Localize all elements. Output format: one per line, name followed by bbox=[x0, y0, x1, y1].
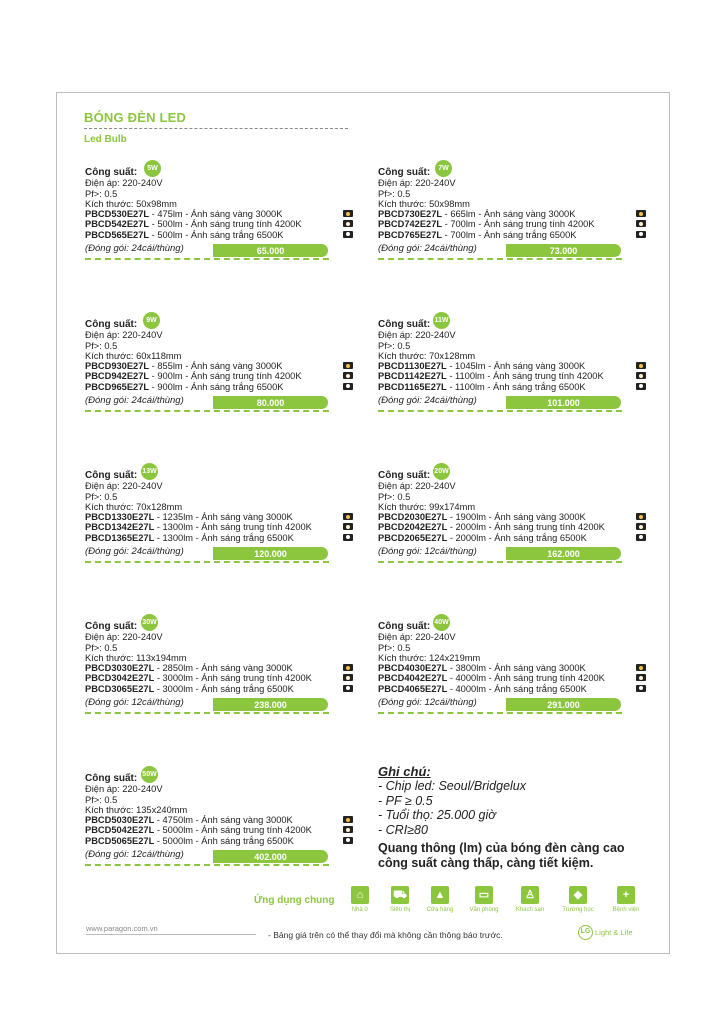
voltage: Điện áp: 220-240V bbox=[85, 330, 163, 341]
applications-label: Ứng dụng chung bbox=[254, 895, 335, 906]
light-color-dot bbox=[346, 666, 350, 670]
light-color-dot bbox=[639, 686, 643, 690]
light-color-icon bbox=[636, 231, 646, 238]
wattage-badge: 5W bbox=[144, 160, 161, 177]
dimensions: Kích thước: 70x128mm bbox=[85, 501, 183, 512]
power-factor: Pf>: 0.5 bbox=[85, 491, 118, 502]
variant-description: - 500lm - Ánh sáng trung tính 4200K bbox=[149, 219, 302, 230]
application-item bbox=[380, 886, 420, 913]
variant-sku: PBCD2042E27L bbox=[378, 522, 448, 533]
variant-row bbox=[85, 825, 355, 835]
variant-description: - 500lm - Ánh sáng trắng 6500K bbox=[149, 229, 284, 240]
variant-row bbox=[85, 371, 355, 381]
packaging-row bbox=[85, 546, 355, 562]
voltage: Điện áp: 220-240V bbox=[85, 632, 163, 643]
variant-description: - 1300lm - Ánh sáng trung tính 4200K bbox=[154, 522, 312, 533]
voltage: Điện áp: 220-240V bbox=[378, 632, 456, 643]
variant-sku: PBCD5065E27L bbox=[85, 835, 155, 846]
shoe-icon: ▲ bbox=[431, 886, 449, 904]
product-card bbox=[85, 469, 355, 562]
light-color-icon bbox=[636, 383, 646, 390]
power-factor: Pf>: 0.5 bbox=[378, 340, 411, 351]
product-card bbox=[85, 620, 355, 713]
light-color-dot bbox=[639, 232, 643, 236]
packaging-info: (Đóng gói: 24cái/thùng) bbox=[85, 546, 184, 558]
variant-row bbox=[378, 230, 648, 240]
wattage-badge: 20W bbox=[433, 463, 450, 480]
light-color-dot bbox=[639, 374, 643, 378]
light-color-dot bbox=[346, 232, 350, 236]
light-color-icon bbox=[343, 210, 353, 217]
light-color-icon bbox=[343, 383, 353, 390]
light-color-icon bbox=[636, 664, 646, 671]
variant-description: - 475lm - Ánh sáng vàng 3000K bbox=[149, 209, 283, 220]
variant-description: - 700lm - Ánh sáng trắng 6500K bbox=[442, 229, 577, 240]
packaging-info: (Đóng gói: 12cái/thùng) bbox=[378, 546, 477, 558]
application-item bbox=[340, 886, 380, 913]
light-color-dot bbox=[346, 686, 350, 690]
light-color-icon bbox=[636, 210, 646, 217]
variant-row bbox=[378, 371, 648, 381]
price-tag: 80.000 bbox=[213, 396, 328, 409]
variant-row bbox=[85, 382, 355, 392]
variant-sku: PBCD2030E27L bbox=[378, 512, 448, 523]
variant-description: - 5000lm - Ánh sáng trung tính 4200K bbox=[154, 825, 312, 836]
power-factor: Pf>: 0.5 bbox=[85, 642, 118, 653]
variant-description: - 4000lm - Ánh sáng trắng 6500K bbox=[447, 683, 587, 694]
application-label: Nhà ở bbox=[351, 907, 369, 913]
packaging-info: (Đóng gói: 24cái/thùng) bbox=[85, 243, 184, 255]
variant-sku: PBCD930E27L bbox=[85, 361, 150, 372]
dimensions: Kích thước: 50x98mm bbox=[85, 198, 177, 209]
wattage-badge: 7W bbox=[435, 160, 452, 177]
voltage: Điện áp: 220-240V bbox=[85, 178, 163, 189]
wattage-badge: 11W bbox=[433, 312, 450, 329]
price-divider bbox=[85, 258, 329, 260]
power-label: Công suất: bbox=[378, 470, 431, 481]
wattage-badge: 13W bbox=[141, 463, 158, 480]
light-color-icon bbox=[343, 837, 353, 844]
variant-description: - 3000lm - Ánh sáng trắng 6500K bbox=[154, 683, 294, 694]
price-divider bbox=[85, 561, 329, 563]
application-label: Trường học bbox=[562, 907, 594, 913]
application-label: Siêu thị bbox=[389, 907, 410, 913]
price-tag: 101.000 bbox=[506, 396, 621, 409]
variant-row bbox=[378, 673, 648, 683]
variant-row bbox=[85, 522, 355, 532]
price-tag: 291.000 bbox=[506, 698, 621, 711]
light-color-icon bbox=[636, 513, 646, 520]
variant-sku: PBCD5030E27L bbox=[85, 815, 155, 826]
voltage: Điện áp: 220-240V bbox=[378, 330, 456, 341]
website-link[interactable]: www.paragon.com.vn bbox=[86, 924, 158, 933]
variant-sku: PBCD1342E27L bbox=[85, 522, 155, 533]
light-color-dot bbox=[346, 818, 350, 822]
price-tag: 120.000 bbox=[213, 547, 328, 560]
note-item: - Tuổi thọ: 25.000 giờ bbox=[378, 808, 496, 822]
power-label: Công suất: bbox=[85, 773, 138, 784]
variant-description: - 1100lm - Ánh sáng trắng 6500K bbox=[446, 381, 586, 392]
light-color-dot bbox=[639, 676, 643, 680]
variant-row bbox=[378, 382, 648, 392]
product-card bbox=[85, 318, 355, 411]
variant-sku: PBCD565E27L bbox=[85, 229, 150, 240]
packaging-row bbox=[378, 697, 648, 713]
light-color-icon bbox=[636, 362, 646, 369]
light-color-icon bbox=[343, 220, 353, 227]
power-factor: Pf>: 0.5 bbox=[85, 188, 118, 199]
variant-description: - 1300lm - Ánh sáng trắng 6500K bbox=[154, 532, 294, 543]
variant-description: - 2000lm - Ánh sáng trung tính 4200K bbox=[447, 522, 605, 533]
light-color-dot bbox=[639, 384, 643, 388]
price-tag: 162.000 bbox=[506, 547, 621, 560]
application-item bbox=[606, 886, 646, 913]
light-color-icon bbox=[636, 372, 646, 379]
variant-sku: PBCD1165E27L bbox=[378, 381, 447, 392]
variant-sku: PBCD4065E27L bbox=[378, 683, 448, 694]
variant-row bbox=[378, 209, 648, 219]
light-color-icon bbox=[343, 664, 353, 671]
light-color-dot bbox=[346, 364, 350, 368]
light-color-dot bbox=[639, 212, 643, 216]
power-label: Công suất: bbox=[378, 167, 431, 178]
computer-icon: ▭ bbox=[475, 886, 493, 904]
variant-sku: PBCD2065E27L bbox=[378, 532, 448, 543]
variant-sku: PBCD542E27L bbox=[85, 219, 150, 230]
light-color-dot bbox=[639, 666, 643, 670]
variant-description: - 700lm - Ánh sáng trung tính 4200K bbox=[442, 219, 595, 230]
light-color-dot bbox=[346, 374, 350, 378]
dimensions: Kích thước: 60x118mm bbox=[85, 350, 182, 361]
application-label: Khách sạn bbox=[515, 907, 545, 913]
packaging-row bbox=[85, 697, 355, 713]
logo-text: Light & Life bbox=[595, 928, 633, 937]
variant-row bbox=[85, 663, 355, 673]
variant-description: - 5000lm - Ánh sáng trắng 6500K bbox=[154, 835, 294, 846]
light-color-icon bbox=[343, 534, 353, 541]
product-card bbox=[378, 620, 648, 713]
light-color-dot bbox=[639, 515, 643, 519]
packaging-row bbox=[378, 546, 648, 562]
variant-row bbox=[378, 522, 648, 532]
variant-sku: PBCD3030E27L bbox=[85, 663, 155, 674]
variant-sku: PBCD1330E27L bbox=[85, 512, 155, 523]
note-highlight bbox=[378, 841, 648, 871]
packaging-row bbox=[85, 849, 355, 865]
cart-icon: ⛟ bbox=[391, 886, 409, 904]
light-color-dot bbox=[346, 828, 350, 832]
dimensions: Kích thước: 50x98mm bbox=[378, 198, 470, 209]
price-divider bbox=[378, 561, 622, 563]
light-color-icon bbox=[343, 674, 353, 681]
power-factor: Pf>: 0.5 bbox=[378, 188, 411, 199]
light-color-icon bbox=[343, 826, 353, 833]
wattage-badge: 30W bbox=[141, 614, 158, 631]
packaging-info: (Đóng gói: 12cái/thùng) bbox=[85, 849, 184, 861]
dimensions: Kích thước: 99x174mm bbox=[378, 501, 476, 512]
variant-sku: PBCD765E27L bbox=[378, 229, 443, 240]
power-label: Công suất: bbox=[85, 621, 138, 632]
light-color-icon bbox=[636, 220, 646, 227]
light-color-icon bbox=[343, 685, 353, 692]
product-card bbox=[85, 166, 355, 259]
light-color-icon bbox=[343, 231, 353, 238]
variant-row bbox=[85, 684, 355, 694]
variant-description: - 855lm - Ánh sáng vàng 3000K bbox=[149, 361, 283, 372]
variant-row bbox=[378, 663, 648, 673]
power-label: Công suất: bbox=[85, 319, 138, 330]
light-color-icon bbox=[343, 372, 353, 379]
application-item bbox=[464, 886, 504, 913]
dimensions: Kích thước: 135x240mm bbox=[85, 804, 188, 815]
price-tag: 238.000 bbox=[213, 698, 328, 711]
variant-row bbox=[85, 361, 355, 371]
light-color-dot bbox=[346, 212, 350, 216]
price-divider bbox=[378, 410, 622, 412]
light-color-icon bbox=[636, 523, 646, 530]
variant-row bbox=[85, 533, 355, 543]
price-disclaimer: - Bảng giá trên có thể thay đổi mà không cần thông báo trước. bbox=[268, 930, 503, 940]
variant-description: - 900lm - Ánh sáng trung tính 4200K bbox=[149, 371, 302, 382]
light-color-dot bbox=[639, 222, 643, 226]
product-card bbox=[378, 166, 648, 259]
power-factor: Pf>: 0.5 bbox=[378, 642, 411, 653]
variant-sku: PBCD1365E27L bbox=[85, 532, 155, 543]
variant-sku: PBCD4030E27L bbox=[378, 663, 448, 674]
price-divider bbox=[378, 258, 622, 260]
title-divider bbox=[84, 128, 348, 129]
variant-row bbox=[85, 230, 355, 240]
price-divider bbox=[378, 712, 622, 714]
variant-description: - 4000lm - Ánh sáng trung tính 4200K bbox=[447, 673, 605, 684]
note-highlight-line: Quang thông (lm) của bóng đèn càng cao bbox=[378, 841, 625, 855]
variant-sku: PBCD742E27L bbox=[378, 219, 443, 230]
page-title: BÓNG ĐÈN LED bbox=[84, 110, 187, 125]
note-item: - CRI≥80 bbox=[378, 822, 428, 837]
variant-sku: PBCD942E27L bbox=[85, 371, 150, 382]
application-label: Cửa hàng bbox=[426, 907, 454, 913]
variant-sku: PBCD5042E27L bbox=[85, 825, 155, 836]
note-highlight-line: công suất càng thấp, càng tiết kiệm. bbox=[378, 856, 594, 870]
light-color-icon bbox=[636, 685, 646, 692]
variant-description: - 1900lm - Ánh sáng vàng 3000K bbox=[447, 512, 586, 523]
packaging-row bbox=[378, 243, 648, 259]
variant-sku: PBCD3042E27L bbox=[85, 673, 155, 684]
variant-description: - 1100lm - Ánh sáng trung tính 4200K bbox=[446, 371, 604, 382]
light-color-icon bbox=[343, 816, 353, 823]
variant-sku: PBCD4042E27L bbox=[378, 673, 448, 684]
light-color-dot bbox=[346, 384, 350, 388]
page-subtitle: Led Bulb bbox=[84, 134, 127, 145]
brand-logo bbox=[578, 925, 648, 941]
power-label: Công suất: bbox=[378, 621, 431, 632]
variant-row bbox=[85, 219, 355, 229]
variant-sku: PBCD530E27L bbox=[85, 209, 150, 220]
variant-description: - 3000lm - Ánh sáng trung tính 4200K bbox=[154, 673, 312, 684]
light-color-dot bbox=[346, 222, 350, 226]
price-divider bbox=[85, 864, 329, 866]
house-icon: ⌂ bbox=[351, 886, 369, 904]
logo-mark: LG bbox=[578, 925, 593, 940]
dimensions: Kích thước: 124x219mm bbox=[378, 652, 481, 663]
light-color-dot bbox=[346, 515, 350, 519]
variant-row bbox=[378, 684, 648, 694]
voltage: Điện áp: 220-240V bbox=[85, 481, 163, 492]
variant-sku: PBCD730E27L bbox=[378, 209, 443, 220]
wattage-badge: 40W bbox=[433, 614, 450, 631]
light-color-icon bbox=[343, 513, 353, 520]
variant-description: - 3800lm - Ánh sáng vàng 3000K bbox=[447, 663, 586, 674]
packaging-info: (Đóng gói: 12cái/thùng) bbox=[85, 697, 184, 709]
cross-icon: + bbox=[617, 886, 635, 904]
note-item: - PF ≥ 0.5 bbox=[378, 793, 433, 808]
application-label: Văn phòng bbox=[469, 907, 499, 913]
voltage: Điện áp: 220-240V bbox=[85, 784, 163, 795]
application-item bbox=[420, 886, 460, 913]
variant-row bbox=[378, 512, 648, 522]
light-color-dot bbox=[346, 838, 350, 842]
light-color-dot bbox=[346, 525, 350, 529]
variant-row bbox=[85, 815, 355, 825]
packaging-info: (Đóng gói: 24cái/thùng) bbox=[85, 395, 184, 407]
product-card bbox=[85, 772, 355, 865]
variant-row bbox=[378, 361, 648, 371]
footer-divider bbox=[86, 934, 256, 935]
packaging-info: (Đóng gói: 24cái/thùng) bbox=[378, 243, 477, 255]
wattage-badge: 9W bbox=[143, 312, 160, 329]
variant-description: - 1235lm - Ánh sáng vàng 3000K bbox=[154, 512, 293, 523]
price-divider bbox=[85, 712, 329, 714]
variant-description: - 2000lm - Ánh sáng trắng 6500K bbox=[447, 532, 587, 543]
application-item bbox=[558, 886, 598, 913]
dimensions: Kích thước: 70x128mm bbox=[378, 350, 476, 361]
variant-sku: PBCD1130E27L bbox=[378, 361, 447, 372]
graduation-cap-icon: ◆ bbox=[569, 886, 587, 904]
wattage-badge: 50W bbox=[141, 766, 158, 783]
price-tag: 73.000 bbox=[506, 244, 621, 257]
product-card bbox=[378, 318, 648, 411]
light-color-dot bbox=[346, 535, 350, 539]
variant-description: - 1045lm - Ánh sáng vàng 3000K bbox=[446, 361, 586, 372]
light-color-icon bbox=[343, 523, 353, 530]
voltage: Điện áp: 220-240V bbox=[378, 481, 456, 492]
variant-sku: PBCD1142E27L bbox=[378, 371, 447, 382]
light-color-icon bbox=[636, 674, 646, 681]
price-divider bbox=[85, 410, 329, 412]
packaging-info: (Đóng gói: 24cái/thùng) bbox=[378, 395, 477, 407]
variant-description: - 665lm - Ánh sáng vàng 3000K bbox=[442, 209, 576, 220]
packaging-row bbox=[85, 243, 355, 259]
packaging-info: (Đóng gói: 12cái/thùng) bbox=[378, 697, 477, 709]
variant-row bbox=[85, 512, 355, 522]
applications-list bbox=[346, 886, 646, 918]
variant-sku: PBCD965E27L bbox=[85, 381, 150, 392]
dimensions: Kích thước: 113x194mm bbox=[85, 652, 187, 663]
light-color-dot bbox=[639, 525, 643, 529]
variant-row bbox=[378, 533, 648, 543]
power-factor: Pf>: 0.5 bbox=[85, 794, 118, 805]
power-factor: Pf>: 0.5 bbox=[85, 340, 118, 351]
power-label: Công suất: bbox=[378, 319, 431, 330]
note-item: - Chip led: Seoul/Bridgelux bbox=[378, 779, 526, 793]
packaging-row bbox=[378, 395, 648, 411]
variant-description: - 4750lm - Ánh sáng vàng 3000K bbox=[154, 815, 293, 826]
variant-description: - 2850lm - Ánh sáng vàng 3000K bbox=[154, 663, 293, 674]
light-color-dot bbox=[346, 676, 350, 680]
light-color-icon bbox=[343, 362, 353, 369]
product-card bbox=[378, 469, 648, 562]
variant-row bbox=[85, 836, 355, 846]
bellboy-icon: ♙ bbox=[521, 886, 539, 904]
price-tag: 65.000 bbox=[213, 244, 328, 257]
variant-row bbox=[85, 209, 355, 219]
notes-section bbox=[378, 764, 648, 871]
light-color-dot bbox=[639, 364, 643, 368]
application-label: Bệnh viện bbox=[612, 907, 640, 913]
power-label: Công suất: bbox=[85, 167, 138, 178]
voltage: Điện áp: 220-240V bbox=[378, 178, 456, 189]
variant-row bbox=[378, 219, 648, 229]
variant-sku: PBCD3065E27L bbox=[85, 683, 155, 694]
price-tag: 402.000 bbox=[213, 850, 328, 863]
variant-description: - 900lm - Ánh sáng trắng 6500K bbox=[149, 381, 284, 392]
power-factor: Pf>: 0.5 bbox=[378, 491, 411, 502]
power-label: Công suất: bbox=[85, 470, 138, 481]
notes-title: Ghi chú: bbox=[378, 764, 431, 779]
light-color-dot bbox=[639, 535, 643, 539]
application-item bbox=[510, 886, 550, 913]
variant-row bbox=[85, 673, 355, 683]
light-color-icon bbox=[636, 534, 646, 541]
packaging-row bbox=[85, 395, 355, 411]
